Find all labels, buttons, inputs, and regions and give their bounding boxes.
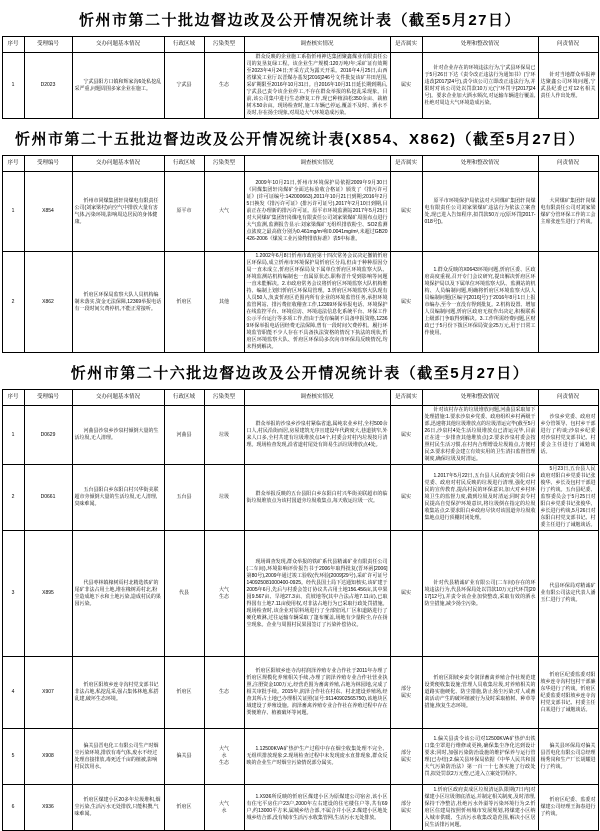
cell-pollution-type: 垃圾	[204, 406, 244, 465]
cell-pollution-type: 生态	[204, 53, 244, 119]
cell-verified: 属实	[390, 465, 422, 531]
cell-case-id: D0629	[24, 406, 72, 465]
cell-accountability	[538, 252, 598, 353]
table-row	[2, 252, 598, 353]
column-header: 处理和整改情况	[422, 156, 538, 172]
column-header: 问责情况	[538, 37, 598, 53]
column-header: 污染类型	[204, 390, 244, 406]
cell-region: 忻府区	[164, 252, 204, 353]
statistics-table-section-3	[0, 353, 600, 831]
column-header: 问责情况	[538, 390, 598, 406]
cell-pollution-type: 生态	[204, 657, 244, 729]
cell-pollution-type: 大气 水 生态	[204, 729, 244, 785]
column-header: 污染类型	[204, 156, 244, 172]
data-table	[2, 36, 599, 119]
header-row	[2, 37, 598, 53]
cell-handling: 忻府区阳坡乡责令润泽畜禽养殖合作社规范建设粪便收集设施;管理人员收集垃圾,对养殖相关的道路实施硬化、防尘措施,防止扬尘污染;对人或畜禽活动产生的破坏植被行为及时采取植树、种草等措施,恢复生态环境。	[422, 657, 538, 729]
header-row	[2, 390, 598, 406]
cell-investigation: 现场调查发现,群众举报的铁矿系代县精诚矿业有限责任公司(二车间),环境影响评价报告书于2006年取得批复(晋环函[2006]第80号),2009年通过竣工验收(代环验[2009]29号),采矿许可证号140925081000400-0925。经代县国土局下达通知核实,该矿建于2005年6月,先后与村委会签订协议共占用土地156.456亩,其中果园9.567亩、旱地27.3亩、荒坡地等(其中合法占地7.11亩),已取得国有土地7.11亩使用权,对非法占地行为已采取行政处罚措施。现场检查时,该企业对原料场进行了全部密闭,厂区和道路进行了硬化喷淋,过往运输车辆采取了篷布覆盖,场地有少量粉尘,存在扬尘现象。企业与周围村民果园签订了污染补偿协议。	[244, 531, 390, 657]
cell-investigation: 忻府区阳坡乡连寺沟村润泽养殖专业合作社于2011年办理了忻府区规模化养殖相关手续,办理了润泽养殖专业合作社营业执照,注册资金100万元,经营范围为畜禽养殖,占地为林园地,完成了相关审批手续。2015年,润泽合作社在村东、村北建设养殖场,经查其所占土地已办理相关证照(证号:91140902565750),该地块区域建设了养殖设施。润泽畜禽养殖专业合作社在养殖过程中存在粪便堆存、植被破坏等问题。	[244, 657, 390, 729]
cell-investigation: 1.2002年6月8日忻州市政府第十四次常务会议决定撤销忻府区环保局,成立忻州市环境保护局忻府区分局,但由于种种原因分局一直未成立,忻府区环保局及下属单位忻府区环境监察大队、环境监测站机构编制也一直属原状态,职称晋升受到影响等问题一直未能解决。2.市政府常务会议将忻府区环境监察大队机构维持、编制上划归忻府区环保局管理。3.忻府区环境监察大队现有人员50人,负责忻府区范围内所有企业的环境监管任务,承担环境监管网站、排污费征收稽查工作,12369环保举报电话、环境保护在线监控平台、环境信访、环境违法信息化系统平台、环保工作公示平台运行等多项工作,但由于没有编制不具备申报资格,12369环保举报电话因经费无法保障,曾有一段时间欠费停机。履行环境监管职能不少人存在不具备执法资格的情况下执法的现状,忻府区环境监察大队、忻府区环保局多次向市环保局反映情况,均未得到解决。	[244, 252, 390, 353]
column-header: 处理和整改情况	[422, 37, 538, 53]
column-header: 受理编号	[24, 37, 72, 53]
table-row	[2, 531, 598, 657]
column-header: 交办问题基本情况	[72, 37, 164, 53]
cell-handling: 1.偏关县责令该公司对12500KVA矿热炉出铁口集尘罩进行维修或更换,确保集尘净化达到设计要求;同时,加强污染防治设施的维护保养与运行管理(已办结);2.偏关县环保局依据《中华人民共和国大气污染防治法》第一百一十七条实施了行政处罚,拟处罚款2万元整,已进入立案处罚程序。	[422, 729, 538, 785]
column-header: 序号	[2, 37, 24, 53]
cell-serial-number: 1	[2, 406, 24, 465]
cell-investigation: 群众反映的企业施工系指忻州神达集团聚鑫煤业有限责任公司的复垦复绿工程。该企业生产规模:120万吨/年;采矿证有效期至2023年4月24日;开采方式为露天开采。2016年4月25日,山西省煤炭工业厅以晋煤办基发[2016]246号文件批复该矿井田范围,采矿期限至2016年10月31日。自2016年10月31日延长期到期后,宁武县已责令该企业停工,不存在群众举报的私挖乱采现象。目前,该公司集中进行生态修复工作,现已种植油松350余亩、栽植树木50余亩。现场检查时,施工车辆已停运,覆盖不及时、洒水不及时,存在扬尘现象,对周边大气环境造成污染。	[244, 53, 390, 119]
table-row	[2, 53, 598, 119]
cell-region: 偏关县	[164, 729, 204, 785]
column-header: 是否属实	[390, 156, 422, 172]
column-header: 行政区域	[164, 156, 204, 172]
cell-issue: 宁武县阳方口镇和辉家沟6处私挖乱采严重,问题周围多家企业在施工。	[72, 53, 164, 119]
cell-region: 五台县	[164, 465, 204, 531]
cell-issue: 忻府区环保局监察大队人员机构编制未落实,资金无法保障,12369举报电话有一段时间欠费停机,不能正常接听。	[72, 252, 164, 353]
cell-case-id: D2023	[24, 53, 72, 119]
column-header: 污染类型	[204, 37, 244, 53]
cell-serial-number: 1	[2, 172, 24, 252]
cell-investigation: 群众举报反映的五台县阳白乡东阳白村兴华街美联超市的临街垃圾堆放点为该村国道旁垃圾收集点,每天收运垃圾一次。	[244, 465, 390, 531]
cell-verified: 属实	[390, 53, 422, 119]
cell-pollution-type: 大气 水	[204, 785, 244, 831]
cell-verified: 部分 属实	[390, 785, 422, 831]
cell-case-id: D0661	[24, 465, 72, 531]
cell-region: 河曲县	[164, 406, 204, 465]
cell-issue: 忻州市同煤集团轩岗煤电有限责任公司(刘家梁村)向空气中排放大量有害气体,污染环境,影响周边居民的身体健康。	[72, 172, 164, 252]
cell-case-id: X908	[24, 729, 72, 785]
cell-handling: 针对企业存在的环境违法行为,宁武县环保局已于5月26日下达《责令改正违法行为通知书》(宁环违改[2017]24号),责令该公司立即改正违法行为,并限时对该公司处以罚款10万元(宁环罚字[2017]24号)。要求企业加大洒水频次,对运输车辆进行覆盖,杜绝对周边大气环境造成污染。	[422, 53, 538, 119]
column-header: 处理和整改情况	[422, 390, 538, 406]
column-header: 序号	[2, 156, 24, 172]
cell-case-id: X854	[24, 172, 72, 252]
statistics-table-section-2	[0, 119, 600, 353]
cell-issue: 五台县阳白乡东阳白村兴华街美联超市旁倾倒大量的生活垃圾,无人清理,臭味难闻。	[72, 465, 164, 531]
cell-accountability: 代县环保局对精诚矿业有限公司法定代表人潘玉仁进行了约谈。	[538, 531, 598, 657]
cell-case-id: X936	[24, 785, 72, 831]
table-row	[2, 406, 598, 465]
cell-case-id: X907	[24, 657, 72, 729]
cell-accountability: 针对当地群众举报神达聚鑫公司环境问题,宁武县纪委已对12名相关责任人作出处理。	[538, 53, 598, 119]
cell-serial-number: 5	[2, 729, 24, 785]
column-header: 问责情况	[538, 156, 598, 172]
cell-handling: 原平市环境保护局依法对大同煤矿集团轩岗煤电有限责任公司刘家梁煤矿违法行为依法立案查处,现已进入告知程序,拟罚款50万元(原环罚[2017-018号])。	[422, 172, 538, 252]
cell-serial-number: 6	[2, 785, 24, 831]
cell-region: 忻府区	[164, 657, 204, 729]
cell-case-id: X862	[24, 252, 72, 353]
cell-verified: 属实	[390, 252, 422, 353]
cell-region: 宁武县	[164, 53, 204, 119]
statistics-table-section-1	[0, 0, 600, 119]
data-table	[2, 155, 599, 353]
cell-serial-number: 2	[2, 252, 24, 353]
column-header: 行政区域	[164, 390, 204, 406]
cell-handling: 针对代县精诚矿业有限公司(二车间)存在的环境违法行为,代县环保局处以罚款10万元(代环罚[2017]12号),并责令该企业加快整改,采取有效的洒水防尘措施,减少扬尘污染。	[422, 531, 538, 657]
cell-handling: 针对该村存在的垃圾堆放问题,河曲县采取如下处理措施:1.要求沙泉乡党委、政府组织乡村两级干部,迅速将其他垃圾堆放点的垃圾清运完毕(截至5月26日,沙泉村4处生活垃圾堆放点已清运完毕,目前正在进一步排查其他堆放点);2.要求沙泉村委会按照村民生活习惯,在村内合理增设垃圾箱点,方便村民;3.要求村委会建立有效实用的卫生清扫监督管理制度,确保垃圾及时清运。	[422, 406, 538, 465]
table-row	[2, 465, 598, 531]
cell-investigation: 1.X936所反映的忻府区煤建小区为原煤建公司宿舍,该小区有住宅平房住户23户,2000年左右建设的住宅楼住户等,共有69户,约13000平方米,属城乡结合部,不属合并小区;2.煤建小区地处城乡结合部,没有城市生活污水收集管网,生活污水无处排放。	[244, 785, 390, 831]
table-title: 忻州市第二十批边督边改及公开情况统计表（截至5月27日）	[78, 12, 522, 29]
cell-issue: 代县枣林镇椽树焉村北精选铁矿的尾矿非法占用土地,堆在椽树焉村北,粉尘造成地下水和土地污染,造成村民的果园污染。	[72, 531, 164, 657]
cell-accountability: 忻府区纪委监委对阳坡乡连寺沟村包村干部廉东华进行了约谈。忻府区纪委监委对阳坡乡连寺沟村党支部书记、村委主任白某进行了诫勉谈话。	[538, 657, 598, 729]
cell-investigation: 1.12500KVA矿热炉生产过程中存在烟尘收集处理不完全、无组织排放现象;2.现场检查过程中未发现废水直排现象,群众反映的企业生产时烟尘污染情况部分属实。	[244, 729, 390, 785]
column-header: 调查核实情况	[244, 37, 390, 53]
cell-investigation: 2009年10月21日,忻州市环境保护局依据2009年9月30日《同煤集团轩岗煤矿全面达标验收合格证》颁发了《排污许可证》(许可证编号:142000663),2011年10月21日到期;2016年2月5日换发《排污许可证》(排污许可证号),2017年2月10日到期,目前正在办理新的排污许可证。原平市环境监测站2017年5月25日对大同煤矿集团轩岗煤电有限责任公司刘家梁煤矿周围布点进行大气监测,监测报告显示:刘家梁煤矿无组织排放粉尘、SO2监测点浓度之最高值分别为0.461mg/m³和0.0041mg/m³,未超过GB20426-2006《煤炭工业污染物排放标准》表5中标准。	[244, 172, 390, 252]
column-header: 受理编号	[24, 390, 72, 406]
cell-issue: 偏关县晋电化工有限公司生产时烟尘污染环境,排放有毒气体,废水不经过处理直接排放,毒死近千亩的植被,影响村民饮用水。	[72, 729, 164, 785]
cell-verified: 部分 属实	[390, 729, 422, 785]
cell-serial-number: 1	[2, 53, 24, 119]
header-row	[2, 156, 598, 172]
cell-issue: 忻府区阳坡乡连寺沟村党支部书记非法占地,私挖乱采,强占集体林地,私搭乱建,破坏生态环境。	[72, 657, 164, 729]
cell-issue: 忻府区煤建小区20多年垃圾堆积,烟尘污染,生活污水无处排放,只能积攒,气味难闻。	[72, 785, 164, 831]
data-table	[2, 389, 599, 831]
cell-accountability: 忻府区纪委、监委对煤建公司经理王海春进行了约谈。	[538, 785, 598, 831]
column-header: 交办问题基本情况	[72, 390, 164, 406]
cell-accountability: 偏关县环保局对偏关县晋电化有限公司总经理杨秀岗和生产厂长胡耀进行了约谈。	[538, 729, 598, 785]
column-header: 交办问题基本情况	[72, 156, 164, 172]
cell-serial-number: 3	[2, 531, 24, 657]
table-row	[2, 172, 598, 252]
column-header: 是否属实	[390, 390, 422, 406]
cell-region: 代县	[164, 531, 204, 657]
cell-issue: 河曲县沙泉乡沙泉村倾倒大量的生活垃圾,无人清理。	[72, 406, 164, 465]
table-row	[2, 657, 598, 729]
column-header: 序号	[2, 390, 24, 406]
table-title: 忻州市第二十六批边督边改及公开情况统计表（截至5月27日）	[70, 365, 530, 382]
cell-accountability: 大同煤矿集团轩岗煤电有限责任公司对刘家梁煤矿分管环保工作的工会主席张连生进行了约谈。	[538, 172, 598, 252]
cell-pollution-type: 大气	[204, 172, 244, 252]
cell-handling: 1.群众反映的X0643环境问题,忻府区委、区政府高度重视,召开专门会议研究,提出解决忻府区环境保护局以及下属单位环境监察大队、监测站的机构、人员编制问题,明确将忻府区环境监察大队人员编制问题(区编字[2016]号)于2016年8月1日上报市编办,至今一直没有得到批复。2.机构设置、增加人员编制问题,忻府区政府无权作出决定,积极联系上级部门争取得到解决。3.工作所需经费问题,区财政已于5月份下拨区环保局资金25万元,用于日常工作使用。	[422, 252, 538, 353]
cell-pollution-type: 其他	[204, 252, 244, 353]
cell-verified: 属实	[390, 406, 422, 465]
cell-region: 原平市	[164, 172, 204, 252]
cell-verified: 属实	[390, 172, 422, 252]
column-header: 受理编号	[24, 156, 72, 172]
cell-pollution-type: 垃圾	[204, 465, 244, 531]
cell-handling: 1.2017年5月22日,五台县人民政府责令阳白乡党委、政府对村民反映的垃圾进行清理,强化对村民的宣传教育,提高村民的环保意识,加大对乡村环境卫生的监督力度,做到垃圾及时清运;同时责令村民提高自觉保护环境意识,将垃圾倒在指定的垃圾收集站点;2.要求阳白乡政府尽快对该国道旁垃圾收集地点进行顶棚封闭处理。	[422, 465, 538, 531]
table-title: 忻州市第二十五批边督边改及公开情况统计表(X854、X862)（截至5月27日）	[14, 131, 586, 148]
cell-serial-number: 4	[2, 657, 24, 729]
cell-investigation: 群众举报的沙泉乡沙泉村紧临省道,属纯农业乡村,全村500余口人,村民沿街而居,房屋建筑无序且建设年代跨度大,巷道狭窄,外来人口多,全村共建有垃圾堆放点14个,村委会对村内垃圾按月清理。现场检查发现,沿省道村尾处有简易生活垃圾堆放点4处。	[244, 406, 390, 465]
cell-region: 忻府区	[164, 785, 204, 831]
table-row	[2, 785, 598, 831]
table-row	[2, 729, 598, 785]
cell-verified: 部分 属实	[390, 657, 422, 729]
cell-accountability: 5月23日,五台县人民政府对阳白乡党委书记张俊华、乡长及包村干部进行了约谈。五台县纪委、监察委员会于5月25日对阳白乡党委书记张俊华、乡长进行约谈,5月26日对东阳白村党支部书记、村委主任进行了诫勉谈话。	[538, 465, 598, 531]
cell-serial-number: 2	[2, 465, 24, 531]
cell-handling: 1.忻府区政府责成区垃圾清运队限期(7日内)对煤建小区垃圾彻底清运,并制定相关制度,及时清理,保持干净整洁,杜绝污水外溢等污染环境行为;2.忻府区住建局按照忻州城市发展规划,将煤建小区纳入城市供暖、生活污水收集改造范围,解决小区居民生活排污问题。	[422, 785, 538, 831]
cell-verified: 属实	[390, 531, 422, 657]
column-header: 调查核实情况	[244, 390, 390, 406]
column-header: 是否属实	[390, 37, 422, 53]
column-header: 调查核实情况	[244, 156, 390, 172]
cell-pollution-type: 大气 生态	[204, 531, 244, 657]
cell-case-id: X895	[24, 531, 72, 657]
cell-accountability: 沙泉乡党委、政府对乡分管领导、包村乡干部进行了约谈;沙泉乡纪委对沙泉村党支部书记、村委会主任进行了诫勉谈话。	[538, 406, 598, 465]
column-header: 行政区域	[164, 37, 204, 53]
